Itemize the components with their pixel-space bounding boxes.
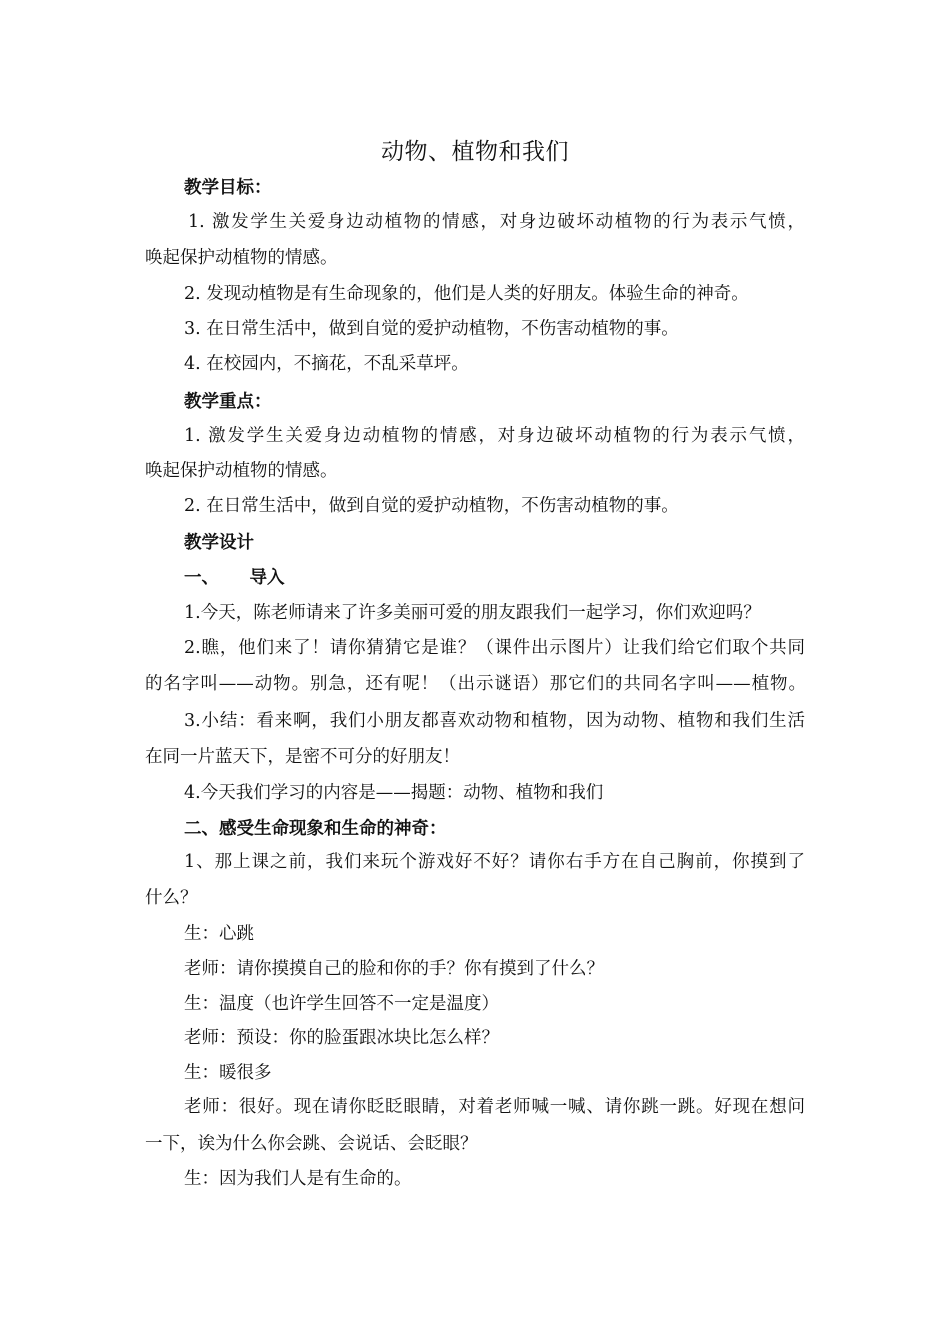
- key-points-heading: 教学重点：: [184, 392, 272, 412]
- section1-line: 1.今天，陈老师请来了许多美丽可爱的朋友跟我们一起学习，你们欢迎吗？: [184, 603, 761, 623]
- section1-line: 4.今天我们学习的内容是——揭题：动物、植物和我们: [184, 783, 604, 803]
- document-title: 动物、植物和我们: [381, 139, 569, 165]
- section2-line: 生：温度（也许学生回答不一定是温度）: [184, 994, 499, 1014]
- section2-line: 老师：很好。现在请你眨眨眼睛，对着老师喊一喊、请你跳一跳。好现在想问: [184, 1097, 805, 1117]
- section1-line: 的名字叫——动物。别急，还有呢！（出示谜语）那它们的共同名字叫——植物。: [145, 674, 806, 694]
- design-heading: 教学设计: [184, 533, 254, 553]
- goal-line: 4. 在校园内，不摘花，不乱采草坪。: [184, 354, 469, 374]
- section2-heading: 二、感受生命现象和生命的神奇：: [184, 819, 447, 839]
- section2-line: 1、那上课之前，我们来玩个游戏好不好？请你右手方在自己胸前，你摸到了: [184, 852, 805, 872]
- section1-line: 3.小结：看来啊，我们小朋友都喜欢动物和植物，因为动物、植物和我们生活: [184, 711, 805, 731]
- section2-line: 什么？: [145, 888, 198, 908]
- goals-heading: 教学目标：: [184, 178, 272, 198]
- goal-line: 2. 发现动植物是有生命现象的，他们是人类的好朋友。体验生命的神奇。: [184, 284, 749, 304]
- section1-heading: 一、 导入: [184, 568, 285, 588]
- section2-line: 生：因为我们人是有生命的。: [184, 1169, 412, 1189]
- section2-line: 生：心跳: [184, 924, 254, 944]
- section1-line: 2.瞧，他们来了！请你猜猜它是谁？（课件出示图片）让我们给它们取个共同: [184, 638, 805, 658]
- section2-line: 老师：预设：你的脸蛋跟冰块比怎么样？: [184, 1028, 499, 1048]
- goal-line: 1. 激发学生关爱身边动植物的情感，对身边破坏动植物的行为表示气愤，: [188, 212, 805, 232]
- goal-line: 唤起保护动植物的情感。: [145, 248, 338, 268]
- key-point-line: 1. 激发学生关爱身边动植物的情感，对身边破坏动植物的行为表示气愤，: [184, 426, 805, 446]
- section1-line: 在同一片蓝天下，是密不可分的好朋友！: [145, 747, 460, 767]
- goal-line: 3. 在日常生活中，做到自觉的爱护动植物，不伤害动植物的事。: [184, 319, 679, 339]
- key-point-line: 2. 在日常生活中，做到自觉的爱护动植物，不伤害动植物的事。: [184, 496, 679, 516]
- key-point-line: 唤起保护动植物的情感。: [145, 461, 338, 481]
- section2-line: 生：暖很多: [184, 1063, 272, 1083]
- section2-line: 老师：请你摸摸自己的脸和你的手？你有摸到了什么？: [184, 959, 604, 979]
- section2-line: 一下，诶为什么你会跳、会说话、会眨眼？: [145, 1134, 478, 1154]
